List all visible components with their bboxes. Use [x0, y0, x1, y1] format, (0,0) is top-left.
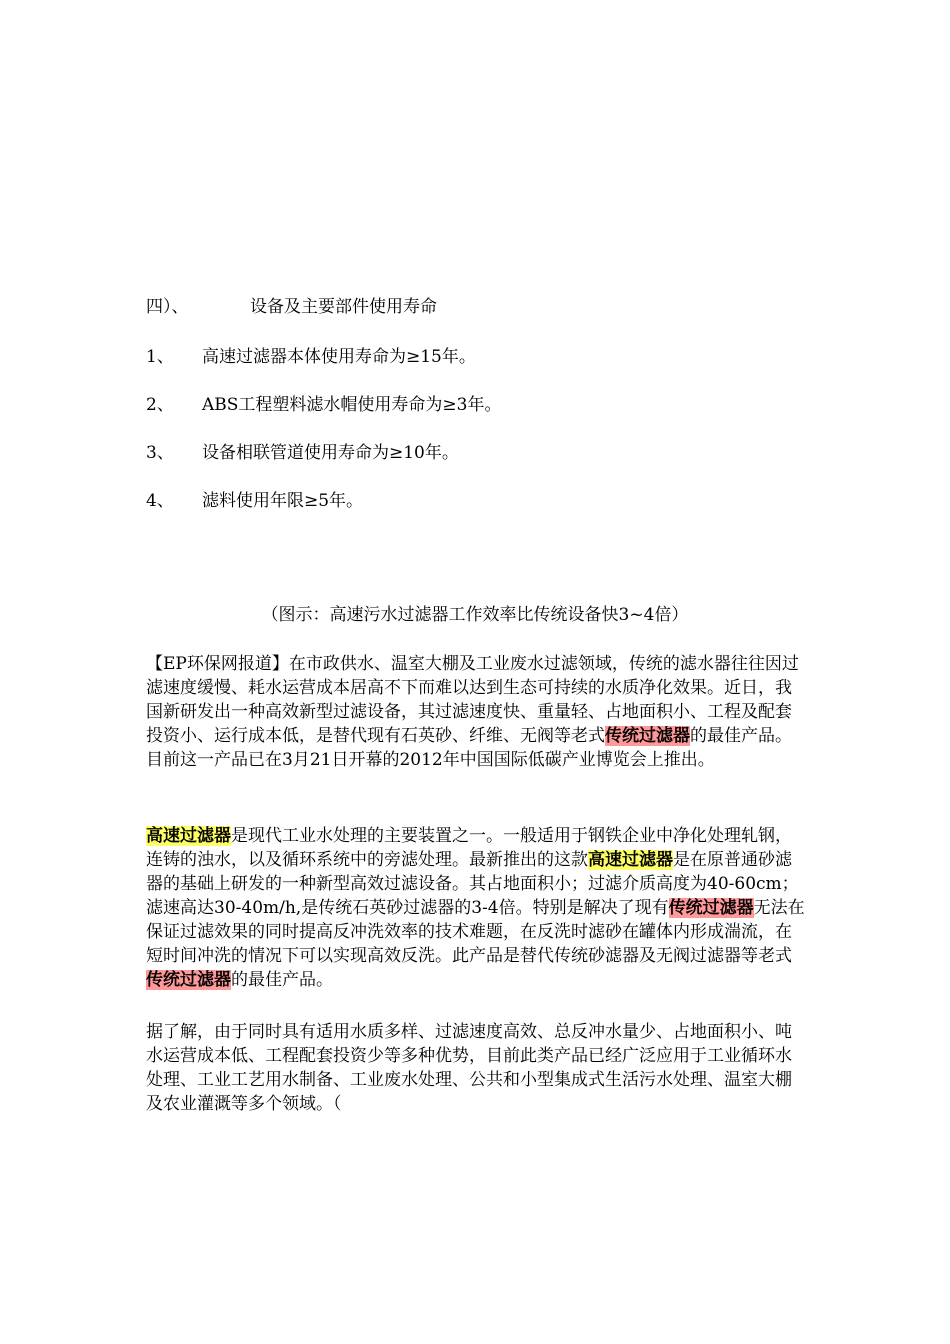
section-heading: [146, 296, 437, 318]
list-item-text: ABS工程塑料滤水帽使用寿命为≥3年。: [202, 395, 502, 415]
paragraph-text: 【EP环保网报道】在市政供水、温室大棚及工业废水过滤领域，传统的滤水器往往因过滤速度缓慢、耗水运营成本居高不下而难以达到生态可持续的水质净化效果。近日，我国新研发出一种高效新型过滤设备，其过滤速度快、重量轻、占地面积小、工程及配套投资小、运行成本低，是替代现有石英砂、纤维、无阀等老式: [146, 654, 799, 746]
paragraph-text: 是在原普通砂滤器的基础上研发的一种新型高效过滤设备。其占地面积小；过滤介质高度为40-60cm；滤速高达30-40m/h,是传统石英砂过滤器的3-4倍。特别是解决了现有: [146, 850, 799, 918]
paragraph-text: 的最佳产品。: [231, 970, 333, 990]
list-item-number: 4、: [146, 491, 174, 511]
highlight-keyword: 传统过滤器: [146, 970, 231, 990]
section-number: 四）、: [146, 297, 189, 317]
paragraph-intro: [146, 824, 806, 992]
highlight-keyword: 高速过滤器: [146, 826, 231, 846]
paragraph-text: 无法在保证过滤效果的同时提高反冲洗效率的技术难题，在反洗时滤砂在罐体内形成湍流，在短时间冲洗的情况下可以实现高效反洗。此产品是替代传统砂滤器及无阀过滤器等老式: [146, 898, 805, 966]
paragraph-summary: 据了解，由于同时具有适用水质多样、过滤速度高效、总反冲水量少、占地面积小、吨水运营成本低、工程配套投资少等多种优势，目前此类产品已经广泛应用于工业循环水处理、工业工艺用水制备、工业废水处理、公共和小型集成式生活污水处理、温室大棚及农业灌溉等多个领域。（: [146, 1022, 792, 1114]
highlight-keyword: 传统过滤器: [605, 726, 690, 746]
paragraph-text: 的最佳产品。目前这一产品已在3月21日开幕的2012年中国国际低碳产业博览会上推出。: [146, 726, 792, 770]
highlight-keyword: 高速过滤器: [588, 850, 673, 870]
list-item-number: 3、: [146, 443, 174, 463]
list-item-text: 高速过滤器本体使用寿命为≥15年。: [202, 347, 476, 367]
list-item: [146, 346, 476, 368]
highlight-keyword: 传统过滤器: [668, 898, 754, 918]
list-item-number: 1、: [146, 347, 174, 367]
figure-caption: （图示：高速污水过滤器工作效率比传统设备快3~4倍）: [261, 605, 689, 625]
section-title: 设备及主要部件使用寿命: [250, 297, 437, 317]
list-item-number: 2、: [146, 395, 174, 415]
list-item: [146, 490, 363, 512]
list-item: [146, 394, 501, 416]
list-item-text: 滤料使用年限≥5年。: [202, 491, 364, 511]
list-item-text: 设备相联管道使用寿命为≥10年。: [202, 443, 459, 463]
paragraph-report: [146, 652, 806, 772]
list-item: [146, 442, 459, 464]
paragraph-text: 是现代工业水处理的主要装置之一。一般适用于钢铁企业中净化处理轧钢，连铸的浊水，以及循环系统中的旁滤处理。最新推出的这款: [146, 826, 792, 870]
